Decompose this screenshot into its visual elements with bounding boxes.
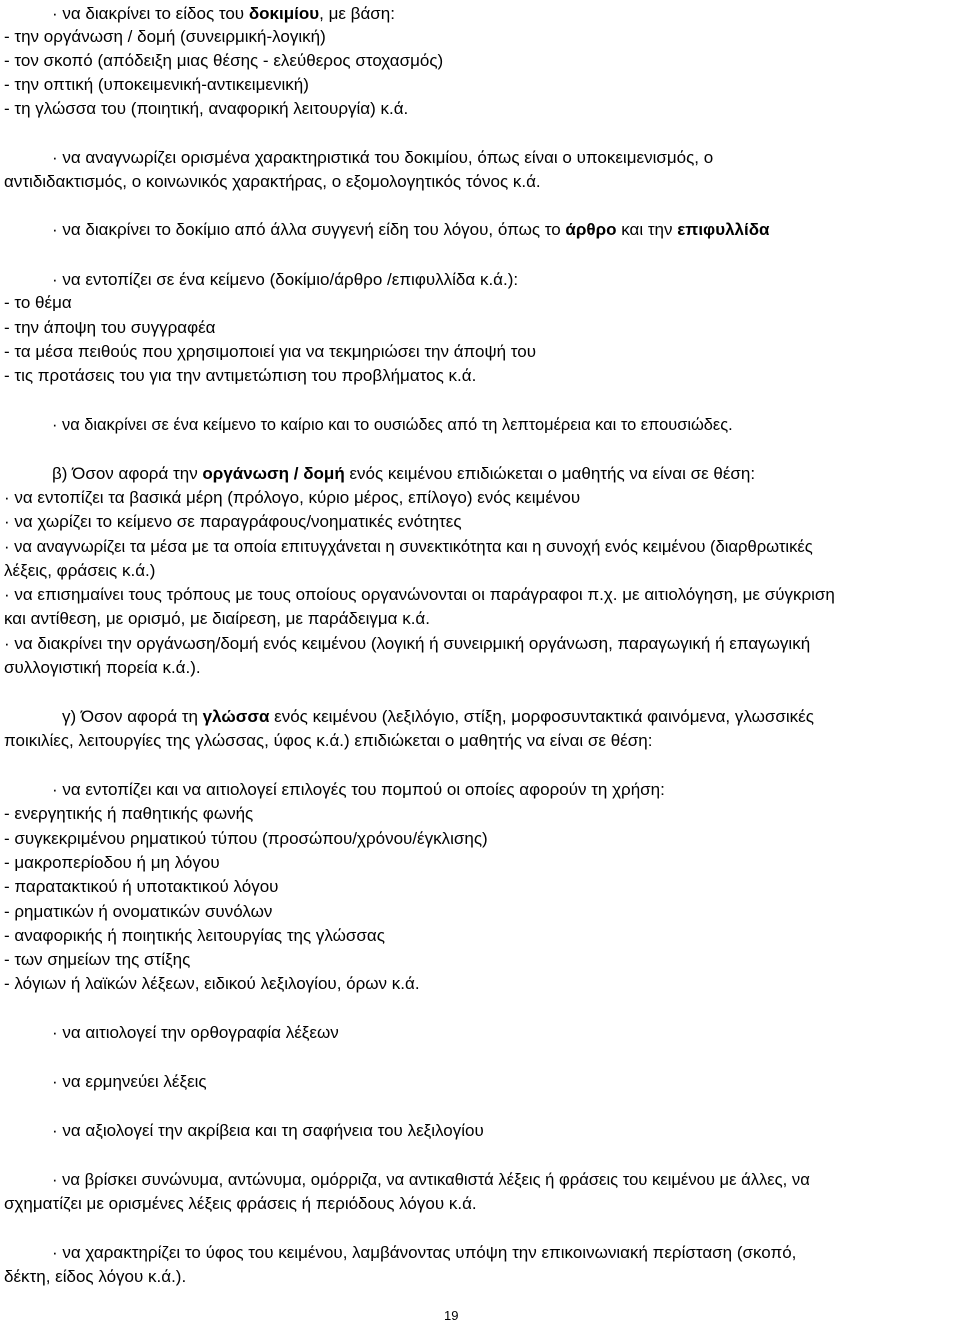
- text-span: ενός κειμένου επιδιώκεται ο μαθητής να είναι σε θέση:: [344, 464, 756, 483]
- bullet-continuation: σχηματίζει με ορισμένες λέξεις φράσεις ή περιόδους λόγου κ.ά.: [4, 1194, 477, 1213]
- section-c-heading-continuation: ποικιλίες, λειτουργίες της γλώσσας, ύφος κ.ά.) επιδιώκεται ο μαθητής να είναι σε θέση:: [4, 731, 653, 750]
- list-item: και αντίθεση, με ορισμό, με διαίρεση, με παράδειγμα κ.ά.: [4, 609, 430, 628]
- list-item: - την οπτική (υποκειμενική-αντικειμενική): [4, 75, 309, 94]
- bold-term-editorial: επιφυλλίδα: [677, 220, 770, 239]
- list-item: · να επισημαίνει τους τρόπους με τους οποίους οργανώνονται οι παράγραφοι π.χ. με αιτιολόγηση, με σύγκριση: [4, 585, 835, 604]
- bullet-distinguish-genres: [52, 218, 770, 242]
- list-item: - τις προτάσεις του για την αντιμετώπιση του προβλήματος κ.ά.: [4, 366, 477, 385]
- list-item: - παρατακτικού ή υποτακτικού λόγου: [4, 877, 279, 896]
- bold-term-essay: δοκιμίου: [248, 4, 320, 23]
- bullet-continuation: αντιδιδακτισμός, ο κοινωνικός χαρακτήρας, ο εξομολογητικός τόνος κ.ά.: [4, 172, 541, 191]
- bullet-vocabulary-accuracy: · να αξιολογεί την ακρίβεια και τη σαφήνεια του λεξιλογίου: [52, 1121, 484, 1140]
- bold-term-article: άρθρο: [565, 220, 617, 239]
- list-item: - το θέμα: [4, 293, 72, 312]
- bullet-spelling: · να αιτιολογεί την ορθογραφία λέξεων: [52, 1023, 339, 1042]
- list-item: · να διακρίνει την οργάνωση/δομή ενός κειμένου (λογική ή συνειρμική οργάνωση, παραγωγική ή επαγωγική: [4, 634, 811, 653]
- text-span: και την: [616, 220, 678, 239]
- text-span: ενός κειμένου (λεξιλόγιο, στίξη, μορφοσυντακτικά φαινόμενα, γλωσσικές: [269, 707, 814, 726]
- list-item: - των σημείων της στίξης: [4, 950, 191, 969]
- list-item: - τον σκοπό (απόδειξη μιας θέσης - ελεύθερος στοχασμός): [4, 51, 444, 70]
- list-item: λέξεις, φράσεις κ.ά.): [4, 561, 156, 580]
- text-span: β) Όσον αφορά την: [52, 464, 203, 483]
- text-span: γ) Όσον αφορά τη: [62, 707, 203, 726]
- bold-term-structure: οργάνωση / δομή: [202, 464, 345, 483]
- list-item: - αναφορικής ή ποιητικής λειτουργίας της γλώσσας: [4, 926, 385, 945]
- bullet-locate-in-text: · να εντοπίζει σε ένα κείμενο (δοκίμιο/άρθρο /επιφυλλίδα κ.ά.):: [52, 270, 519, 289]
- bullet-synonyms: · να βρίσκει συνώνυμα, αντώνυμα, ομόρριζα, να αντικαθιστά λέξεις ή φράσεις του κειμένου με άλλες, να: [52, 1170, 810, 1189]
- list-item: · να εντοπίζει τα βασικά μέρη (πρόλογο, κύριο μέρος, επίλογο) ενός κειμένου: [4, 488, 581, 507]
- list-item: - συγκεκριμένου ρηματικού τύπου (προσώπου/χρόνου/έγκλισης): [4, 829, 488, 848]
- list-item: συλλογιστική πορεία κ.ά.).: [4, 658, 201, 677]
- bullet-interpret-words: · να ερμηνεύει λέξεις: [52, 1072, 207, 1091]
- list-item: - λόγιων ή λαϊκών λέξεων, ειδικού λεξιλογίου, όρων κ.ά.: [4, 974, 420, 993]
- list-item: - τα μέσα πειθούς που χρησιμοποιεί για να τεκμηριώσει την άποψή του: [4, 342, 537, 361]
- list-item: - ρηματικών ή ονοματικών συνόλων: [4, 902, 273, 921]
- bullet-continuation: δέκτη, είδος λόγου κ.ά.).: [4, 1267, 187, 1286]
- section-c-heading: [62, 705, 814, 729]
- list-item: - τη γλώσσα του (ποιητική, αναφορική λειτουργία) κ.ά.: [4, 99, 409, 118]
- list-item: - ενεργητικής ή παθητικής φωνής: [4, 804, 254, 823]
- bullet-essay-features: · να αναγνωρίζει ορισμένα χαρακτηριστικά του δοκιμίου, όπως είναι ο υποκειμενισμός, ο: [52, 148, 714, 167]
- list-item: - την οργάνωση / δομή (συνειρμική-λογική): [4, 27, 326, 46]
- bullet-essential-vs-detail: · να διακρίνει σε ένα κείμενο το καίριο και το ουσιώδες από τη λεπτομέρεια και το επουσιώδες.: [52, 416, 733, 434]
- list-item: - την άποψη του συγγραφέα: [4, 318, 216, 337]
- text-span: · να διακρίνει το δοκίμιο από άλλα συγγενή είδη του λόγου, όπως το: [52, 220, 566, 239]
- section-b-heading: [52, 462, 755, 486]
- text-span: · να διακρίνει το είδος του: [52, 4, 249, 23]
- bullet-sender-choices: · να εντοπίζει και να αιτιολογεί επιλογές του πομπού οι οποίες αφορούν τη χρήση:: [52, 780, 665, 799]
- bold-term-language: γλώσσα: [202, 707, 270, 726]
- bullet-style: · να χαρακτηρίζει το ύφος του κειμένου, λαμβάνοντας υπόψη την επικοινωνιακή περίσταση (σκοπό,: [52, 1243, 797, 1262]
- bullet-essay-type: [52, 2, 395, 26]
- text-span: , με βάση:: [319, 4, 395, 23]
- list-item: · να χωρίζει το κείμενο σε παραγράφους/νοηματικές ενότητες: [4, 512, 462, 531]
- page-number: 19: [444, 1308, 459, 1323]
- list-item: · να αναγνωρίζει τα μέσα με τα οποία επιτυγχάνεται η συνεκτικότητα και η συνοχή ενός κειμένου (διαρθρωτικές: [4, 537, 813, 556]
- list-item: - μακροπερίοδου ή μη λόγου: [4, 853, 220, 872]
